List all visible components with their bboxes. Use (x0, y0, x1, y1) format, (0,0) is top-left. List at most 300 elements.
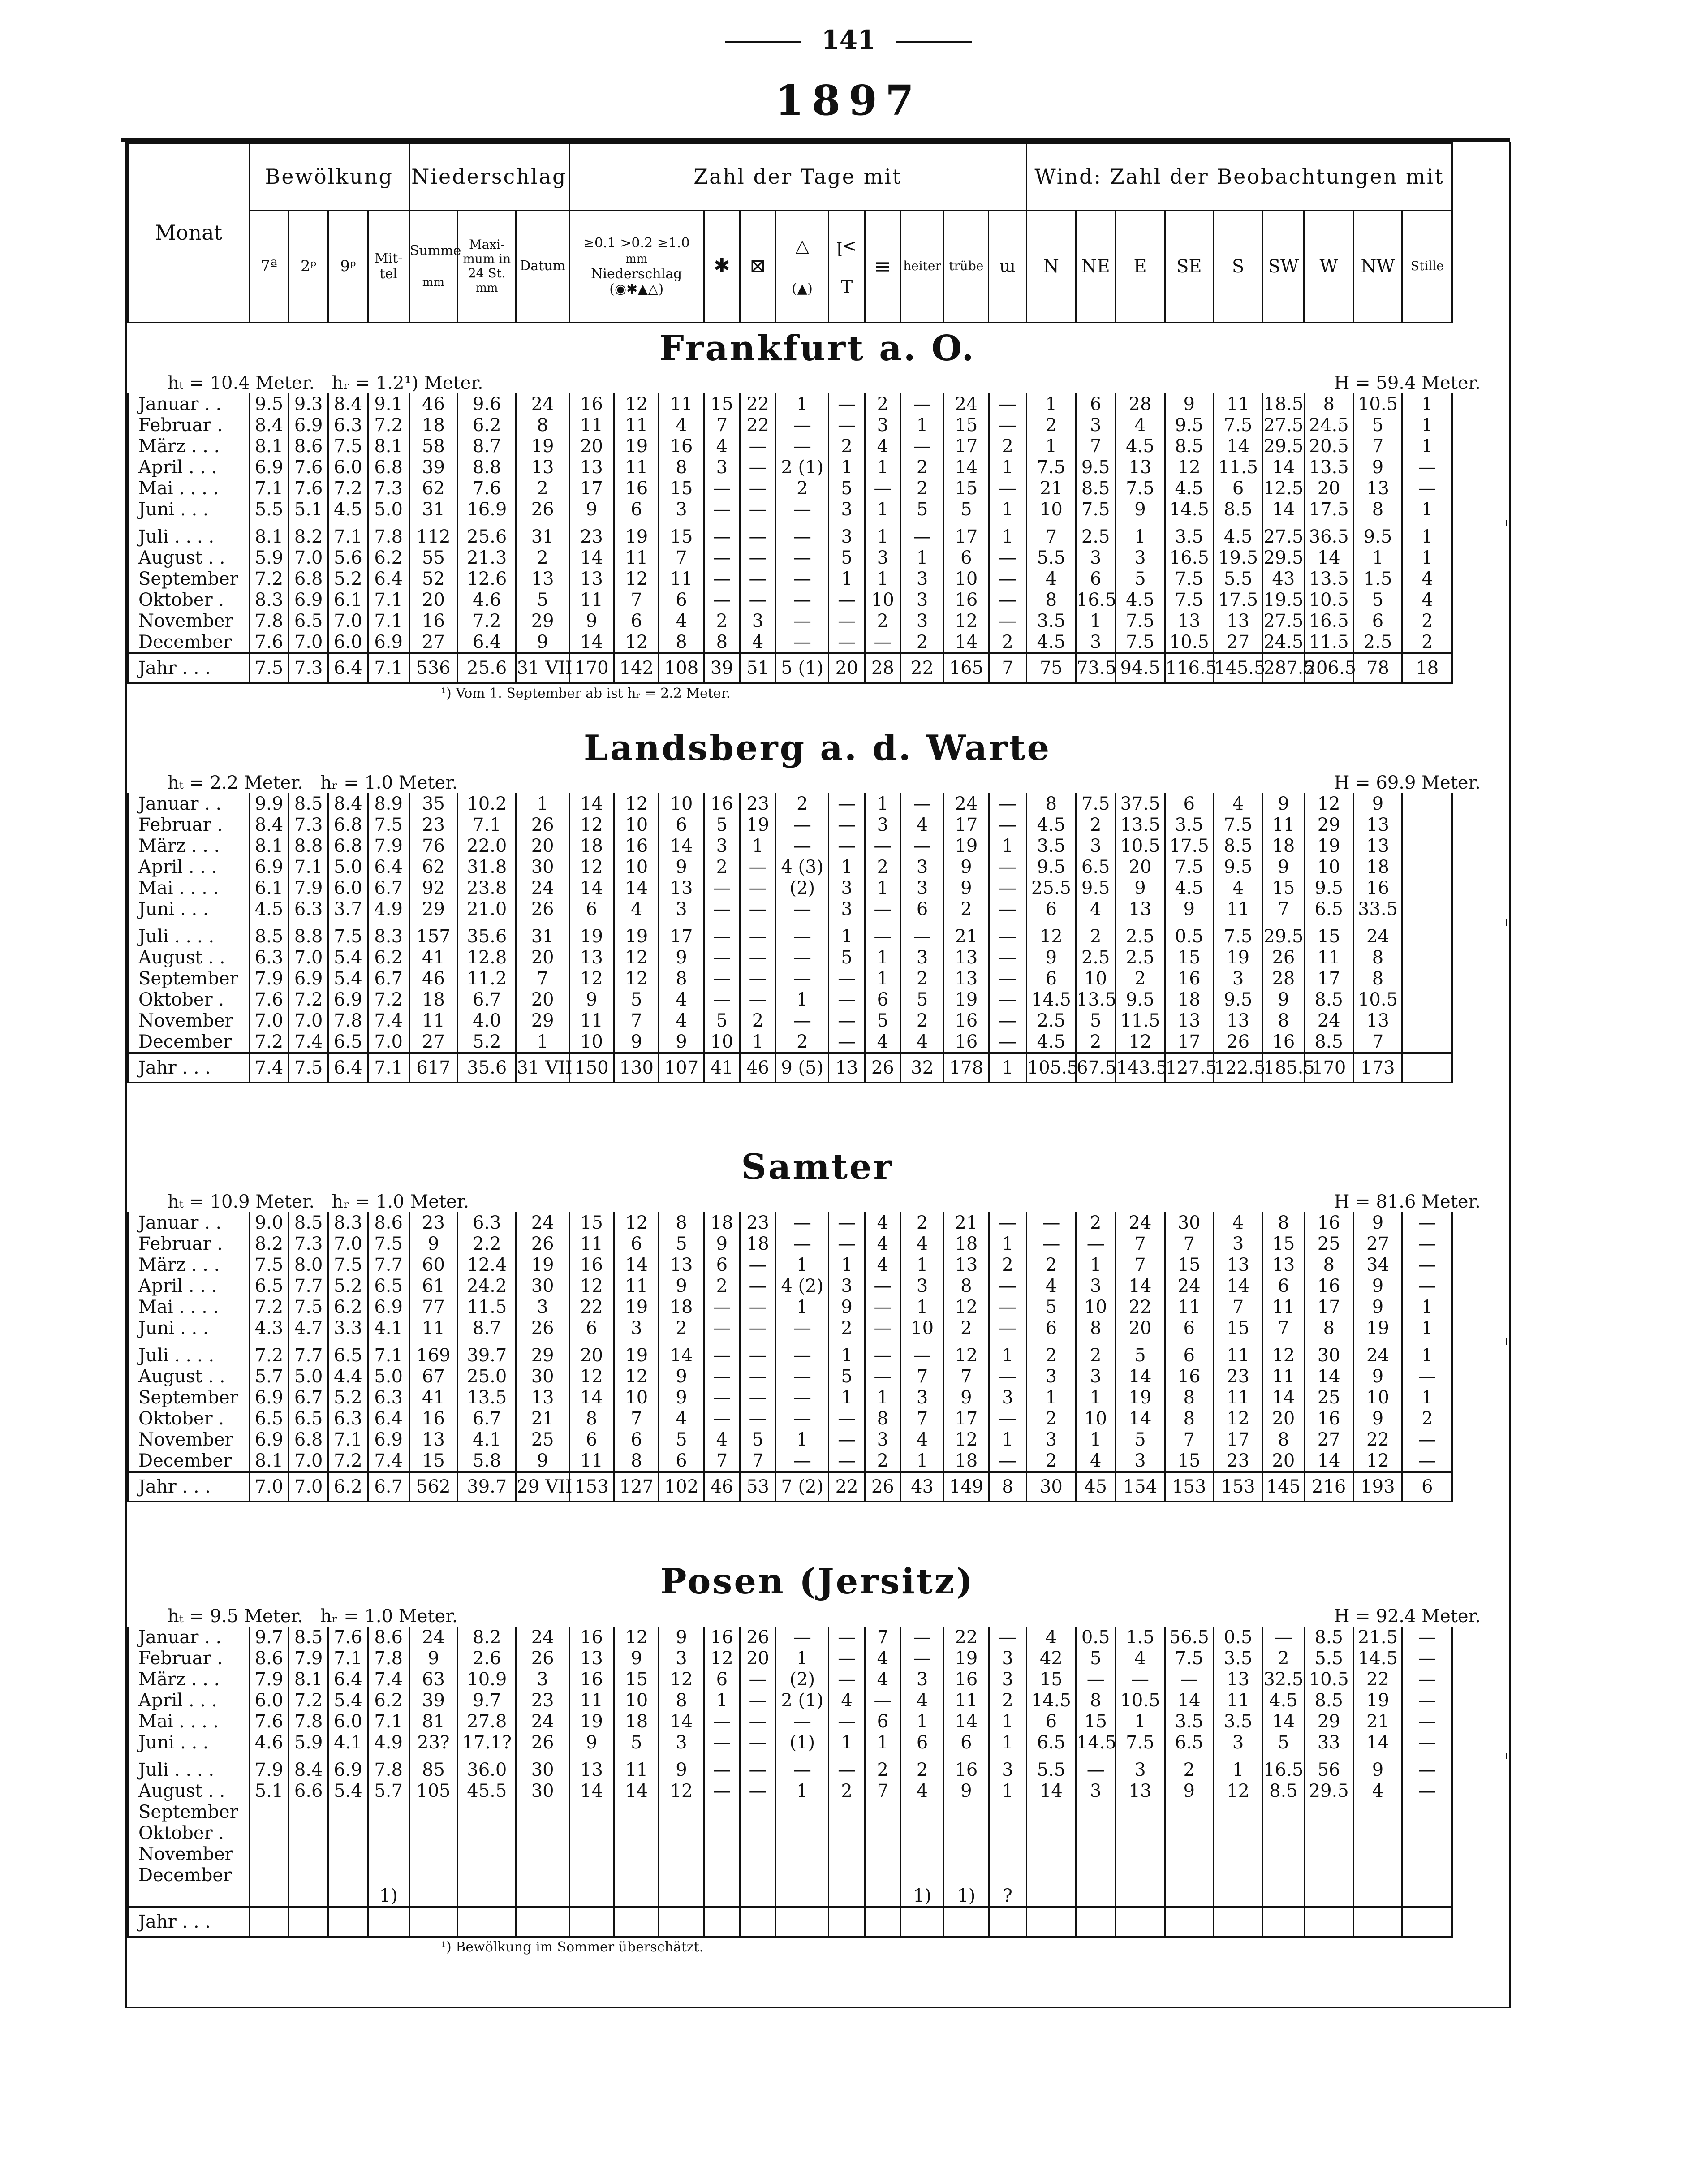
table-cell: 24.5 (1304, 414, 1353, 436)
table-cell: 122.5 (1213, 1053, 1262, 1083)
table-cell: 7 (1353, 1031, 1402, 1053)
table-cell: 536 (409, 653, 457, 683)
table-cell: — (740, 1759, 775, 1780)
table-row (128, 1780, 1507, 1801)
gap-cell (1213, 919, 1262, 926)
table-cell: — (740, 898, 775, 919)
table-cell: 6.3 (368, 1387, 409, 1408)
table-cell: — (704, 1732, 740, 1753)
table-cell (989, 1865, 1026, 1886)
table-cell (900, 1843, 943, 1865)
gap-cell (409, 1753, 457, 1759)
table-cell: 19.5 (1263, 589, 1304, 610)
table-cell: 6.5 (1076, 856, 1116, 877)
gap-cell (569, 919, 614, 926)
table-cell: 17 (1304, 1296, 1353, 1317)
table-cell: 25 (1304, 1233, 1353, 1254)
table-cell (1402, 1843, 1452, 1865)
table-cell: 2 (989, 631, 1026, 653)
table-cell: 13.5 (458, 1387, 516, 1408)
gap-cell (1076, 919, 1116, 926)
table-cell: 14 (1116, 1408, 1165, 1429)
table-cell (1402, 877, 1452, 898)
table-cell: 7.5 (1026, 457, 1076, 478)
table-cell: 8.3 (249, 589, 289, 610)
table-cell: 4.6 (458, 589, 516, 610)
row-gap (128, 919, 1507, 926)
table-cell (865, 1886, 900, 1907)
table-cell: 21 (516, 1408, 569, 1429)
table-cell: 4 (1026, 1627, 1076, 1648)
table-row (128, 1843, 1507, 1865)
table-cell: 9.7 (249, 1627, 289, 1648)
table-cell: 4 (704, 436, 740, 457)
table-cell (1402, 989, 1452, 1010)
month-label: Januar . . (128, 1627, 250, 1648)
table-cell: 11 (1213, 393, 1262, 414)
table-cell: 7.1 (328, 1429, 368, 1450)
table-cell: 43 (1263, 568, 1304, 589)
table-cell: 24 (409, 1627, 457, 1648)
table-cell: — (829, 1759, 865, 1780)
table-cell: — (989, 1212, 1026, 1233)
table-cell: 16 (1263, 1031, 1304, 1053)
table-cell: 18 (1353, 856, 1402, 877)
gap-cell (289, 1338, 328, 1345)
table-cell: 27 (1353, 1233, 1402, 1254)
table-cell (569, 1822, 614, 1843)
table-cell (944, 1843, 989, 1865)
table-row (128, 1366, 1507, 1387)
table-cell: 10 (614, 1387, 659, 1408)
table-cell: 1 (989, 499, 1026, 520)
table-cell: 5 (1116, 568, 1165, 589)
table-cell: 8 (659, 968, 704, 989)
table-cell: 26 (865, 1053, 900, 1083)
table-cell (289, 1886, 328, 1907)
table-row (128, 1345, 1507, 1366)
table-cell (1026, 1822, 1076, 1843)
table-cell: 15 (944, 414, 989, 436)
table-cell: 178 (944, 1053, 989, 1083)
table-cell: — (776, 947, 829, 968)
table-cell: 2 (1026, 1254, 1076, 1275)
table-cell (516, 1886, 569, 1907)
table-cell: 14 (1213, 436, 1262, 457)
table-cell: 12 (1026, 926, 1076, 947)
table-cell: 20 (1263, 1450, 1304, 1472)
gap-cell (1076, 1753, 1116, 1759)
table-cell: 19.5 (1213, 547, 1262, 568)
table-cell: ? (989, 1886, 1026, 1907)
table-cell: — (865, 835, 900, 856)
table-cell: 2 (1) (776, 457, 829, 478)
table-cell: 13 (659, 877, 704, 898)
table-row (128, 1886, 1507, 1907)
table-cell: 5.4 (328, 1690, 368, 1711)
table-cell: 2 (900, 1212, 943, 1233)
table-cell: 3 (900, 610, 943, 631)
table-cell: 4.5 (1116, 436, 1165, 457)
table-cell: 11 (569, 414, 614, 436)
table-cell: 22 (569, 1296, 614, 1317)
table-cell: 4 (1213, 877, 1262, 898)
table-cell: 14 (1304, 1450, 1353, 1472)
table-cell: 13 (409, 1429, 457, 1450)
table-cell: 3 (989, 1669, 1026, 1690)
table-cell: 14 (569, 793, 614, 814)
table-cell: 7.2 (328, 478, 368, 499)
table-cell (829, 1801, 865, 1822)
table-cell: 23 (740, 1212, 775, 1233)
table-cell: 6.2 (368, 947, 409, 968)
table-cell: 3 (1213, 1233, 1262, 1254)
top-rule (121, 138, 1510, 142)
table-cell: 3 (900, 877, 943, 898)
month-label: Jahr . . . (128, 1053, 250, 1083)
table-cell: 6.4 (328, 653, 368, 683)
table-cell (1402, 835, 1452, 856)
table-cell: 1 (829, 457, 865, 478)
table-cell: 13 (1353, 814, 1402, 835)
table-cell (1402, 856, 1452, 877)
table-cell: 4.5 (1263, 1690, 1304, 1711)
table-cell: 9.6 (458, 393, 516, 414)
table-cell: 14 (1165, 1690, 1213, 1711)
table-cell: — (829, 1233, 865, 1254)
table-cell: 5 (1116, 1429, 1165, 1450)
table-cell: 153 (569, 1472, 614, 1502)
table-cell: 7.9 (289, 1648, 328, 1669)
table-cell: 16 (944, 1031, 989, 1053)
table-cell: 18 (944, 1450, 989, 1472)
table-cell: 4.5 (1026, 814, 1076, 835)
table-row (128, 926, 1507, 947)
table-cell: 5 (1076, 1010, 1116, 1031)
table-cell: 7.6 (458, 478, 516, 499)
table-cell: 3 (865, 814, 900, 835)
table-cell: 1 (865, 947, 900, 968)
table-cell: 12 (944, 1296, 989, 1317)
table-cell: 10 (659, 793, 704, 814)
table-cell: 13 (1263, 1254, 1304, 1275)
gap-cell (740, 1753, 775, 1759)
table-cell: — (704, 1780, 740, 1801)
table-cell (1402, 898, 1452, 919)
gap-cell (328, 520, 368, 526)
month-label: Jahr . . . (128, 1907, 250, 1937)
table-cell: — (1076, 1759, 1116, 1780)
table-cell: 18.5 (1263, 393, 1304, 414)
table-cell: 7.1 (368, 610, 409, 631)
table-cell: 77 (409, 1296, 457, 1317)
table-cell: 11 (614, 1275, 659, 1296)
table-cell: — (704, 568, 740, 589)
table-cell: 9.9 (249, 793, 289, 814)
gap-cell (1026, 1753, 1076, 1759)
gap-cell (1026, 520, 1076, 526)
table-row (128, 1759, 1507, 1780)
table-cell: 17 (944, 814, 989, 835)
table-cell: 6.3 (458, 1212, 516, 1233)
table-cell: 28 (1116, 393, 1165, 414)
table-cell: 1 (829, 926, 865, 947)
table-cell: 105.5 (1026, 1053, 1076, 1083)
table-cell: 7 (1165, 1429, 1213, 1450)
table-cell: — (704, 499, 740, 520)
table-cell: 7.6 (249, 1711, 289, 1732)
table-cell: 7 (944, 1366, 989, 1387)
table-cell: 31 (516, 526, 569, 547)
table-cell: 5 (1076, 1648, 1116, 1669)
month-label: December (128, 1031, 250, 1053)
table-cell: 10 (614, 856, 659, 877)
table-cell: 7 (704, 414, 740, 436)
table-cell: — (989, 856, 1026, 877)
table-row (128, 1732, 1507, 1753)
table-cell (328, 1843, 368, 1865)
table-cell (776, 1822, 829, 1843)
table-cell: 52 (409, 568, 457, 589)
table-cell: — (776, 499, 829, 520)
table-cell: 4.1 (368, 1317, 409, 1338)
table-cell: 6.0 (328, 1711, 368, 1732)
table-cell: 11 (409, 1317, 457, 1338)
table-cell: 2 (900, 1759, 943, 1780)
table-cell (740, 1865, 775, 1886)
table-cell: — (776, 436, 829, 457)
table-cell: 13 (1116, 1780, 1165, 1801)
month-label: Januar . . (128, 793, 250, 814)
table-cell: 2.5 (1353, 631, 1402, 653)
table-cell: — (740, 1669, 775, 1690)
table-cell: 9 (614, 1648, 659, 1669)
table-cell: 16.5 (1263, 1759, 1304, 1780)
table-cell (659, 1865, 704, 1886)
table-cell: 1 (829, 568, 865, 589)
table-cell: 9.5 (1076, 877, 1116, 898)
table-cell: 6.8 (368, 457, 409, 478)
table-cell: 9 (1116, 499, 1165, 520)
gap-cell (776, 919, 829, 926)
table-cell: 29 (516, 1345, 569, 1366)
table-cell: — (989, 968, 1026, 989)
table-cell: 6.2 (458, 414, 516, 436)
gap-cell (249, 1753, 289, 1759)
station-section (127, 726, 1507, 1083)
gap-cell (865, 1753, 900, 1759)
table-cell (1353, 1907, 1402, 1937)
gap-cell (989, 1338, 1026, 1345)
table-cell: 7.6 (289, 457, 328, 478)
table-row (128, 653, 1507, 683)
table-cell: 8 (1026, 793, 1076, 814)
table-cell: 6.9 (289, 414, 328, 436)
month-label: Mai . . . . (128, 877, 250, 898)
table-row (128, 1233, 1507, 1254)
month-label: Jahr . . . (128, 1472, 250, 1502)
table-cell: 39 (704, 653, 740, 683)
table-cell: 18 (1165, 989, 1213, 1010)
table-cell: 2 (776, 478, 829, 499)
table-cell: 3 (1213, 968, 1262, 989)
gap-cell (328, 1753, 368, 1759)
table-cell: 7.1 (458, 814, 516, 835)
table-cell: 16 (1304, 1212, 1353, 1233)
table-cell: — (704, 1408, 740, 1429)
table-cell: — (776, 1345, 829, 1366)
table-cell: 7.5 (1165, 856, 1213, 877)
table-cell: 6 (704, 1254, 740, 1275)
table-cell: 16 (1304, 1408, 1353, 1429)
table-cell: 24 (1116, 1212, 1165, 1233)
table-cell: 26 (740, 1627, 775, 1648)
table-cell: 24.5 (1263, 631, 1304, 653)
table-cell: — (1402, 1732, 1452, 1753)
table-cell: 3 (829, 1275, 865, 1296)
table-cell: 24 (516, 1711, 569, 1732)
table-cell: 17 (569, 478, 614, 499)
table-cell (289, 1907, 328, 1937)
table-cell: 5.0 (289, 1366, 328, 1387)
table-cell: 25.0 (458, 1366, 516, 1387)
table-cell: — (776, 547, 829, 568)
table-cell: — (740, 1408, 775, 1429)
table-cell: 9 (944, 877, 989, 898)
table-cell: 6.5 (368, 1275, 409, 1296)
table-cell: 13 (569, 1648, 614, 1669)
table-cell: 7 (900, 1366, 943, 1387)
table-cell: 14 (1304, 547, 1353, 568)
table-cell: 12 (1213, 1408, 1262, 1429)
table-cell: 8.5 (1263, 1780, 1304, 1801)
table-cell: 7.2 (368, 989, 409, 1010)
gap-cell (1116, 1753, 1165, 1759)
table-cell (704, 1865, 740, 1886)
table-cell: 11 (1213, 898, 1262, 919)
footnote: ¹) Bewölkung im Sommer überschätzt. (441, 1939, 704, 1955)
table-cell: 19 (516, 436, 569, 457)
table-cell: 127.5 (1165, 1053, 1213, 1083)
table-cell: 2 (865, 1759, 900, 1780)
table-cell: 5.4 (328, 968, 368, 989)
table-cell (900, 1865, 943, 1886)
table-cell: 36.5 (1304, 526, 1353, 547)
table-cell: 6 (569, 898, 614, 919)
table-cell: 6 (614, 610, 659, 631)
table-cell: 2 (1076, 1031, 1116, 1053)
table-cell: 7.4 (368, 1010, 409, 1031)
table-cell: 7.4 (368, 1669, 409, 1690)
table-cell: 18 (409, 414, 457, 436)
table-cell: 10.5 (1353, 393, 1402, 414)
table-cell: 6.9 (368, 1429, 409, 1450)
table-cell: — (776, 1366, 829, 1387)
table-cell: 4 (900, 1031, 943, 1053)
table-cell: 12 (614, 1212, 659, 1233)
table-cell: 6.0 (328, 631, 368, 653)
gap-cell (659, 520, 704, 526)
table-cell: 8 (569, 1408, 614, 1429)
table-cell: 2 (944, 1317, 989, 1338)
table-cell: 0.5 (1076, 1627, 1116, 1648)
table-cell (1116, 1843, 1165, 1865)
table-cell: 8 (989, 1472, 1026, 1502)
table-cell: — (900, 436, 943, 457)
month-label: Oktober . (128, 589, 250, 610)
table-cell: 4 (865, 1254, 900, 1275)
gap-cell (1116, 1338, 1165, 1345)
table-cell: 46 (409, 968, 457, 989)
table-cell (1353, 1886, 1402, 1907)
header-zahl-der-tage: Zahl der Tage mit (569, 143, 1026, 211)
station-name: Posen (Jersitz) (660, 1561, 975, 1602)
table-cell: — (776, 1317, 829, 1338)
table-cell: 26 (516, 1732, 569, 1753)
table-cell: — (989, 1031, 1026, 1053)
table-cell: — (829, 1212, 865, 1233)
table-cell: — (776, 1010, 829, 1031)
table-cell: 3 (900, 1669, 943, 1690)
table-cell: 2 (900, 478, 943, 499)
table-cell: 19 (569, 1711, 614, 1732)
table-cell (458, 1801, 516, 1822)
table-cell: 12 (569, 814, 614, 835)
table-cell: 1 (776, 1429, 829, 1450)
table-cell: 26 (516, 1317, 569, 1338)
table-cell: 4.5 (1116, 589, 1165, 610)
table-cell: 3 (1076, 547, 1116, 568)
table-cell: 1 (740, 1031, 775, 1053)
table-cell: 170 (569, 653, 614, 683)
table-cell: 6 (1165, 793, 1213, 814)
gap-cell (1353, 1338, 1402, 1345)
table-cell (569, 1886, 614, 1907)
table-cell: 9 (516, 1450, 569, 1472)
table-cell: 4 (659, 1408, 704, 1429)
page-number: 141 (0, 25, 1697, 55)
table-cell: 5 (1353, 589, 1402, 610)
table-cell: 16 (1353, 877, 1402, 898)
table-cell: 16 (614, 835, 659, 856)
table-cell (1402, 1053, 1452, 1083)
table-cell: — (989, 926, 1026, 947)
header-wind-n: N (1026, 211, 1076, 323)
gap-cell (569, 1753, 614, 1759)
table-cell: 29 (516, 1010, 569, 1031)
table-cell: 3 (704, 835, 740, 856)
table-cell: 30 (516, 856, 569, 877)
table-cell: 5 (1263, 1732, 1304, 1753)
header-truebe: trübe (944, 211, 989, 323)
table-cell: 63 (409, 1669, 457, 1690)
table-cell: 1 (776, 1780, 829, 1801)
table-cell (368, 1865, 409, 1886)
table-cell: — (776, 610, 829, 631)
table-cell: 4 (1353, 1780, 1402, 1801)
table-cell (569, 1801, 614, 1822)
table-cell: 7.2 (249, 568, 289, 589)
table-cell: 14 (569, 631, 614, 653)
table-cell: 15 (1165, 1450, 1213, 1472)
table-cell: 8.8 (289, 926, 328, 947)
table-cell: 4 (865, 436, 900, 457)
table-cell: 9 (944, 1387, 989, 1408)
table-cell: 157 (409, 926, 457, 947)
table-cell: 7.3 (289, 1233, 328, 1254)
table-cell: 7.1 (368, 1053, 409, 1083)
table-cell: — (829, 793, 865, 814)
